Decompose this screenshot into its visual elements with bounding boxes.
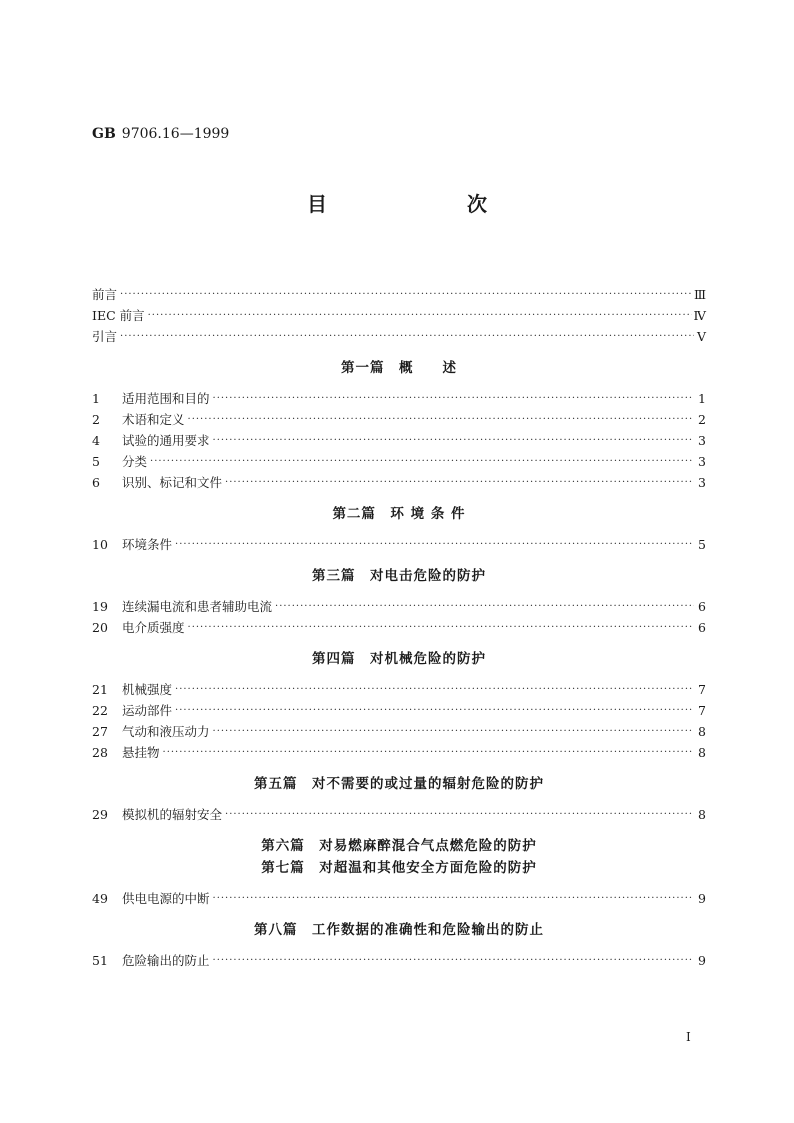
toc-entry-page: Ⅴ [696,329,706,344]
toc-entry-page: 3 [698,454,706,469]
toc-entry[interactable] [92,742,706,763]
toc-entry-label: 引言 [92,329,118,344]
part-heading: 第七篇 对超温和其他安全方面危险的防护 [261,860,537,876]
toc-entry[interactable] [92,950,706,971]
part-heading: 第三篇 对电击危险的防护 [312,568,486,584]
standard-code [92,126,229,142]
toc-entry-page: 6 [698,599,706,614]
toc-entry-page: Ⅳ [693,308,706,323]
toc-entry-number: 5 [92,454,100,469]
toc-entry[interactable] [92,721,706,742]
toc-leader-dots [213,950,694,971]
toc-entry-label: 前言 [92,287,118,302]
toc-entry-label: 识别、标记和文件 [122,475,223,490]
toc-leader-dots [275,596,694,617]
toc-entry-label: 模拟机的辐射安全 [122,807,223,822]
toc-entry-label: 适用范围和目的 [122,391,210,406]
toc-leader-dots [175,700,694,721]
toc-entry-page: 9 [698,891,706,906]
toc-entry-number: 6 [92,475,100,490]
toc-entry-page: 8 [698,724,706,739]
toc-leader-dots [213,888,694,909]
toc-entry-number: 19 [92,599,108,614]
part-heading: 第一篇 概 述 [341,360,457,376]
toc-entry-label: 试验的通用要求 [122,433,210,448]
toc-entry-number: 1 [92,391,100,406]
toc-entry-label: 分类 [122,454,148,469]
toc-entry-label: 气动和液压动力 [122,724,210,739]
toc-entry[interactable] [92,534,706,555]
toc-entry-page: 5 [698,537,706,552]
toc-entry-label: 运动部件 [122,703,173,718]
toc-entry[interactable] [92,700,706,721]
toc-leader-dots [213,430,694,451]
toc-leader-dots [148,305,692,326]
toc-leader-dots [188,617,694,638]
toc-entry-foreword[interactable] [92,284,706,305]
toc-entry-page: 7 [698,682,706,697]
toc-entry[interactable] [92,804,706,825]
toc-entry-iec-foreword[interactable] [92,305,706,326]
toc-entry-page: 2 [698,412,706,427]
toc-entry[interactable] [92,888,706,909]
toc-entry[interactable] [92,430,706,451]
toc-entry[interactable] [92,409,706,430]
toc-entry-introduction[interactable] [92,326,706,347]
toc-entry-page: 6 [698,620,706,635]
toc-leader-dots [175,534,694,555]
toc-entry[interactable] [92,596,706,617]
toc-entry-label: 电介质强度 [122,620,185,635]
toc-leader-dots [175,679,694,700]
toc-entry[interactable] [92,451,706,472]
toc-entry-number: 27 [92,724,108,739]
toc-entry-number: 51 [92,953,108,968]
part-heading: 第八篇 工作数据的准确性和危险输出的防止 [254,922,544,938]
part-heading: 第四篇 对机械危险的防护 [312,651,486,667]
toc-entry-page: 8 [698,745,706,760]
table-of-contents [92,284,706,971]
standard-number: 9706.16—1999 [121,126,230,142]
toc-entry-label: 悬挂物 [122,745,160,760]
toc-entry-page: 9 [698,953,706,968]
toc-leader-dots [225,804,694,825]
toc-entry-number: 2 [92,412,100,427]
toc-entry-label: 供电电源的中断 [122,891,210,906]
toc-entry-number: 49 [92,891,108,906]
toc-entry[interactable] [92,679,706,700]
toc-entry-page: 1 [698,391,706,406]
toc-entry-page: 3 [698,433,706,448]
toc-entry-label: 环境条件 [122,537,173,552]
part-heading: 第六篇 对易燃麻醉混合气点燃危险的防护 [261,838,537,854]
toc-entry-label: 术语和定义 [122,412,185,427]
toc-entry-number: 29 [92,807,108,822]
toc-entry[interactable] [92,617,706,638]
toc-leader-dots [120,284,692,305]
toc-leader-dots [225,472,694,493]
toc-leader-dots [163,742,694,763]
toc-leader-dots [213,721,694,742]
toc-entry-page: 7 [698,703,706,718]
toc-entry-label: 连续漏电流和患者辅助电流 [122,599,273,614]
toc-entry-page: 3 [698,475,706,490]
toc-entry-number: 4 [92,433,100,448]
toc-entry-number: 28 [92,745,108,760]
toc-entry-number: 20 [92,620,108,635]
toc-entry-page: 8 [698,807,706,822]
toc-entry-label: 危险输出的防止 [122,953,210,968]
standard-prefix: GB [92,126,116,142]
toc-leader-dots [188,409,694,430]
part-heading: 第二篇 环 境 条 件 [332,506,466,522]
toc-entry-page: Ⅲ [693,287,706,302]
toc-entry-number: 10 [92,537,108,552]
toc-entry[interactable] [92,388,706,409]
page-folio: I [686,1030,691,1044]
page-title: 目 次 [307,192,547,216]
toc-leader-dots [120,326,694,347]
toc-entry-label: IEC 前言 [92,308,145,323]
toc-entry-label: 机械强度 [122,682,173,697]
toc-entry-number: 22 [92,703,108,718]
toc-entry[interactable] [92,472,706,493]
toc-leader-dots [213,388,694,409]
part-heading: 第五篇 对不需要的或过量的辐射危险的防护 [254,776,544,792]
toc-entry-number: 21 [92,682,108,697]
toc-leader-dots [150,451,694,472]
